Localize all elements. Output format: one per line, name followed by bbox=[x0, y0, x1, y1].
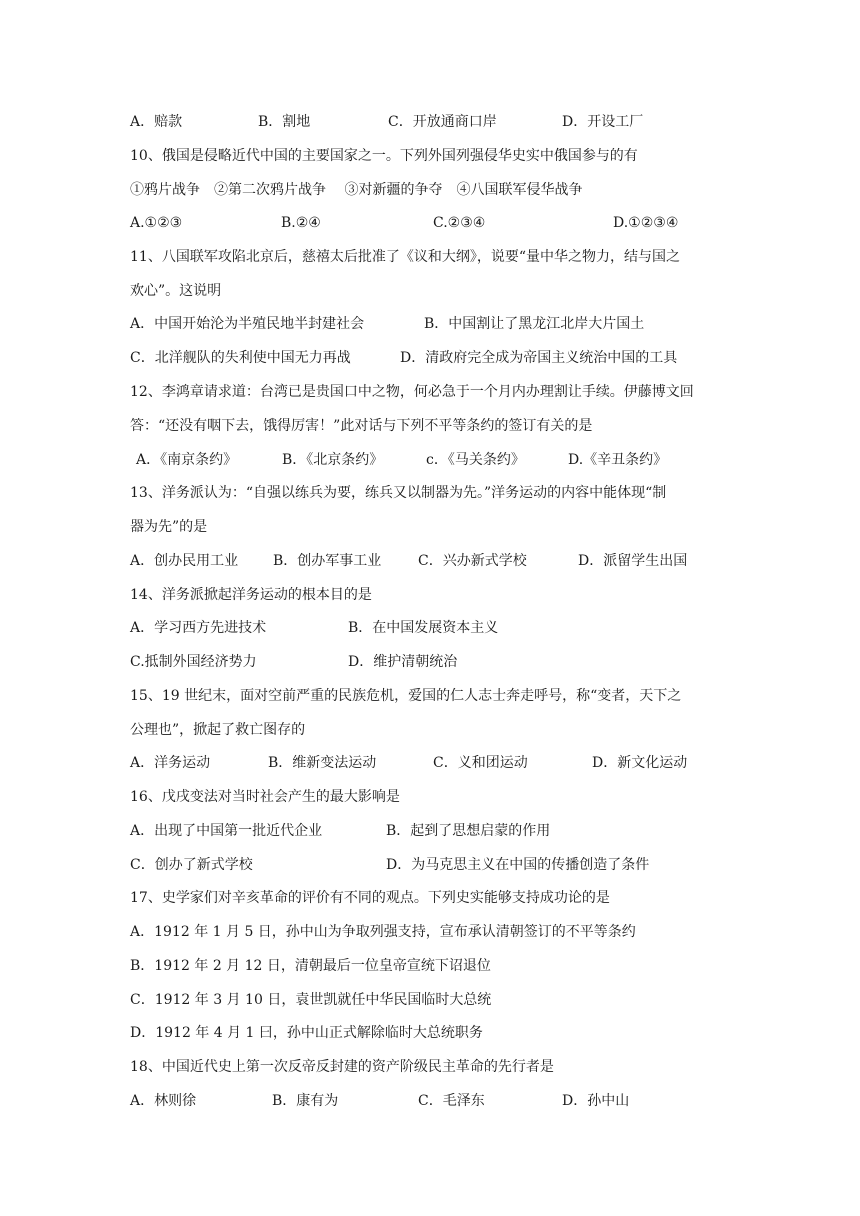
q14-option-b: B．在中国发展资本主义 bbox=[348, 620, 499, 636]
q14-options-row2 bbox=[0, 652, 860, 672]
q16-option-d: D．为马克思主义在中国的传播创造了条件 bbox=[386, 857, 650, 873]
q9-option-a: A．赔款 bbox=[130, 114, 183, 130]
q17-option-a: A．1912 年 1 月 5 日，孙中山为争取列强支持，宣布承认清朝签订的不平等条约 bbox=[130, 924, 636, 940]
q11-option-a: A．中国开始沦为半殖民地半封建社会 bbox=[130, 316, 365, 332]
q15-stem-line2: 公理也”，掀起了救亡图存的 bbox=[130, 722, 306, 738]
q10-option-c: C.②③④ bbox=[433, 215, 486, 231]
q12-options-row bbox=[0, 450, 860, 470]
q12-option-b: B．《北京条约》 bbox=[282, 452, 384, 468]
q14-option-c: C.抵制外国经济势力 bbox=[130, 654, 257, 670]
q11-option-c: C．北洋舰队的失利使中国无力再战 bbox=[130, 350, 351, 366]
q16-option-b: B．起到了思想启蒙的作用 bbox=[386, 823, 551, 839]
q11-option-b: B．中国割让了黑龙江北岸大片国土 bbox=[424, 316, 645, 332]
q13-option-c: C．兴办新式学校 bbox=[418, 553, 527, 569]
q13-option-a: A．创办民用工业 bbox=[130, 553, 239, 569]
q14-options-row1 bbox=[0, 618, 860, 638]
q14-option-a: A．学习西方先进技术 bbox=[130, 620, 267, 636]
q9-option-b: B．割地 bbox=[258, 114, 311, 130]
q12-stem-line2: 答：“还没有咽下去，饿得厉害！”此对话与下列不平等条约的签订有关的是 bbox=[130, 418, 593, 434]
q13-options-row bbox=[0, 551, 860, 571]
q12-option-a: A．《南京条约》 bbox=[136, 452, 238, 468]
q10-option-d: D.①②③④ bbox=[613, 215, 679, 231]
q12-stem-line1: 12、李鸿章请求道：台湾已是贵国口中之物，何必急于一个月内办理割让手续。伊藤博文回 bbox=[130, 384, 694, 400]
q15-option-b: B．维新变法运动 bbox=[268, 755, 377, 771]
q10-items: ①鸦片战争 ②第二次鸦片战争 ③对新疆的争夺 ④八国联军侵华战争 bbox=[130, 182, 583, 198]
q16-options-row1 bbox=[0, 821, 860, 841]
q9-option-d: D．开设工厂 bbox=[562, 114, 644, 130]
q9-options-row bbox=[0, 112, 860, 132]
q10-option-a: A.①②③ bbox=[130, 215, 183, 231]
q17-stem: 17、史学家们对辛亥革命的评价有不同的观点。下列史实能够支持成功论的是 bbox=[130, 890, 610, 906]
q18-option-d: D．孙中山 bbox=[562, 1093, 630, 1109]
q12-option-c: c．《马关条约》 bbox=[426, 452, 525, 468]
q17-option-c: C．1912 年 3 月 10 日，袁世凯就任中华民国临时大总统 bbox=[130, 992, 492, 1008]
q13-stem-line1: 13、洋务派认为：“自强以练兵为要，练兵又以制器为先。”洋务运动的内容中能体现“制 bbox=[130, 485, 667, 501]
q14-option-d: D．维护清朝统治 bbox=[348, 654, 458, 670]
q15-stem-line1: 15、19 世纪末，面对空前严重的民族危机，爱国的仁人志士奔走呼号，称“变者，天下之 bbox=[130, 688, 682, 704]
q14-stem: 14、洋务派掀起洋务运动的根本目的是 bbox=[130, 587, 372, 603]
q18-option-b: B．康有为 bbox=[272, 1093, 339, 1109]
q12-option-d: D.《辛丑条约》 bbox=[568, 452, 668, 468]
q13-option-b: B．创办军事工业 bbox=[273, 553, 382, 569]
q10-option-b: B.②④ bbox=[281, 215, 321, 231]
q16-option-c: C．创办了新式学校 bbox=[130, 857, 253, 873]
q11-option-d: D．清政府完全成为帝国主义统治中国的工具 bbox=[400, 350, 678, 366]
q18-option-a: A．林则徐 bbox=[130, 1093, 197, 1109]
q11-stem-line2: 欢心”。这说明 bbox=[130, 283, 222, 299]
q13-stem-line2: 器为先”的是 bbox=[130, 519, 208, 535]
q9-option-c: C．开放通商口岸 bbox=[388, 114, 497, 130]
q13-option-d: D．派留学生出国 bbox=[578, 553, 688, 569]
q15-option-c: C．义和团运动 bbox=[433, 755, 528, 771]
q17-option-d: D．1912 年 4 月 1 曰，孙中山正式解除临时大总统职务 bbox=[130, 1025, 483, 1041]
q16-stem: 16、戊戌变法对当时社会产生的最大影响是 bbox=[130, 789, 400, 805]
q16-option-a: A．出现了中国第一批近代企业 bbox=[130, 823, 323, 839]
q15-option-d: D．新文化运动 bbox=[592, 755, 688, 771]
q18-option-c: C．毛泽东 bbox=[418, 1093, 485, 1109]
q11-options-row2 bbox=[0, 348, 860, 368]
q15-option-a: A．洋务运动 bbox=[130, 755, 211, 771]
q15-options-row bbox=[0, 753, 860, 773]
q10-stem: 10、俄国是侵略近代中国的主要国家之一。下列外国列强侵华史实中俄国参与的有 bbox=[130, 148, 638, 164]
q18-options-row bbox=[0, 1091, 860, 1111]
q10-options-row bbox=[0, 213, 860, 233]
q11-stem-line1: 11、八国联军攻陷北京后，慈禧太后批准了《议和大纲》，说要“量中华之物力，结与国之 bbox=[130, 249, 680, 265]
q18-stem: 18、中国近代史上第一次反帝反封建的资产阶级民主革命的先行者是 bbox=[130, 1059, 554, 1075]
q17-option-b: B．1912 年 2 月 12 日，清朝最后一位皇帝宣统下诏退位 bbox=[130, 958, 491, 974]
q11-options-row1 bbox=[0, 314, 860, 334]
q16-options-row2 bbox=[0, 855, 860, 875]
